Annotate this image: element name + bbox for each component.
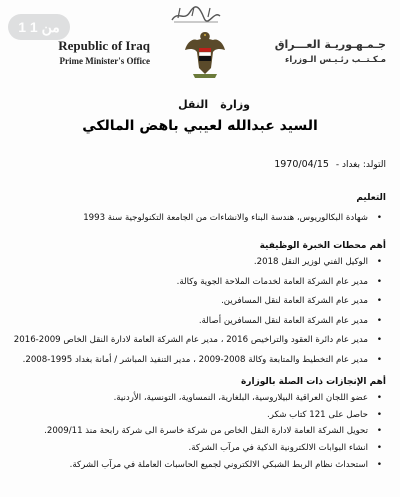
calligraphy-emblem-icon	[170, 4, 222, 24]
english-letterhead	[30, 38, 150, 67]
page-counter-badge: 1 من 1	[8, 14, 70, 40]
item-text: مدير عام الشركة العامة لخدمات الملاحة الجوية وكالة.	[176, 276, 368, 287]
iraq-eagle-emblem-icon	[183, 28, 227, 80]
item-text: مدير عام دائرة العقود والتراخيص 2016 ، مدير عام الشركة العامة لادارة النقل الخاص 2009-2016	[13, 335, 368, 346]
item-text: تحويل الشركة العامة لادارة النقل الخاص من شركة خاسرة الى شركة رابحة منذ 2009/11.	[44, 426, 368, 437]
list-item	[14, 355, 386, 366]
list-item	[14, 393, 386, 404]
list-item	[14, 460, 386, 471]
achievements-section	[14, 376, 386, 476]
bullet-icon: •	[376, 213, 382, 223]
arabic-country-name: جـمـهـوريـة العـــراق	[274, 38, 386, 51]
item-text: حاصل على 121 كتاب شكر.	[266, 409, 368, 420]
achievements-title: أهم الإنجازات ذات الصلة بالوزارة	[240, 377, 386, 387]
ministry-name: النقل	[178, 98, 209, 111]
list-item	[14, 316, 386, 327]
item-text: شهادة البكالوريوس، هندسة البناء والانشاءات من الجامعة التكنولوجية سنة 1993	[83, 213, 368, 223]
birth-date: 1970/04/15	[274, 159, 329, 170]
list-item	[14, 296, 386, 307]
experience-section	[14, 240, 386, 375]
bullet-icon: •	[376, 354, 382, 365]
bullet-icon: •	[376, 335, 382, 346]
arabic-office-name: مـكـتــب رئـيـس الـوزراء	[285, 55, 386, 65]
item-text: الوكيل الفني لوزير النقل 2018.	[253, 257, 368, 267]
ministry-word: وزارة	[220, 98, 250, 111]
bullet-icon: •	[376, 393, 382, 403]
item-text: مدير عام الشركة العامة لنقل المسافرين.	[221, 296, 368, 307]
ministry-title	[166, 98, 250, 111]
item-text: مدير عام الشركة العامة لنقل المسافرين أصالة.	[198, 315, 368, 326]
list-item	[14, 443, 386, 454]
list-item	[14, 335, 386, 346]
english-country-name: Republic of Iraq	[58, 38, 150, 53]
bullet-icon: •	[376, 315, 382, 326]
list-item	[14, 410, 386, 421]
list-item	[14, 213, 386, 224]
english-office-name: Prime Minister's Office	[59, 56, 150, 66]
bullet-icon: •	[376, 257, 382, 267]
arabic-letterhead	[256, 38, 386, 66]
bullet-icon: •	[376, 459, 382, 470]
list-item	[14, 277, 386, 288]
birth-info	[274, 159, 386, 170]
bullet-icon: •	[376, 409, 382, 420]
bullet-icon: •	[376, 426, 382, 437]
list-item	[14, 257, 386, 268]
item-text: انشاء البوابات الالكترونية الذكية في مرآب الشركة.	[188, 443, 368, 454]
bullet-icon: •	[376, 276, 382, 287]
item-text: مدير عام التخطيط والمتابعة وكالة 2008-2009 ، مدير التنفيذ المباشر / أمانة بغداد 1995-2008.	[22, 354, 368, 365]
birth-label: التولد: بغداد -	[335, 160, 386, 170]
bullet-icon: •	[376, 443, 382, 454]
education-section	[14, 192, 386, 224]
experience-title: أهم محطات الخبرة الوظيفية	[259, 241, 386, 251]
list-item	[14, 426, 386, 437]
person-name: السيد عبدالله لعيبي باهض المالكي	[82, 118, 318, 134]
item-text: عضو اللجان العراقية البيلاروسية، البلغارية، النمساوية، التونسية، الأردنية.	[113, 393, 368, 403]
education-title: التعليم	[356, 193, 386, 203]
item-text: استحداث نظام الربط الشبكي الالكتروني لجميع الحاسبات العاملة في مرآب الشركة.	[69, 459, 368, 470]
bullet-icon: •	[376, 296, 382, 307]
